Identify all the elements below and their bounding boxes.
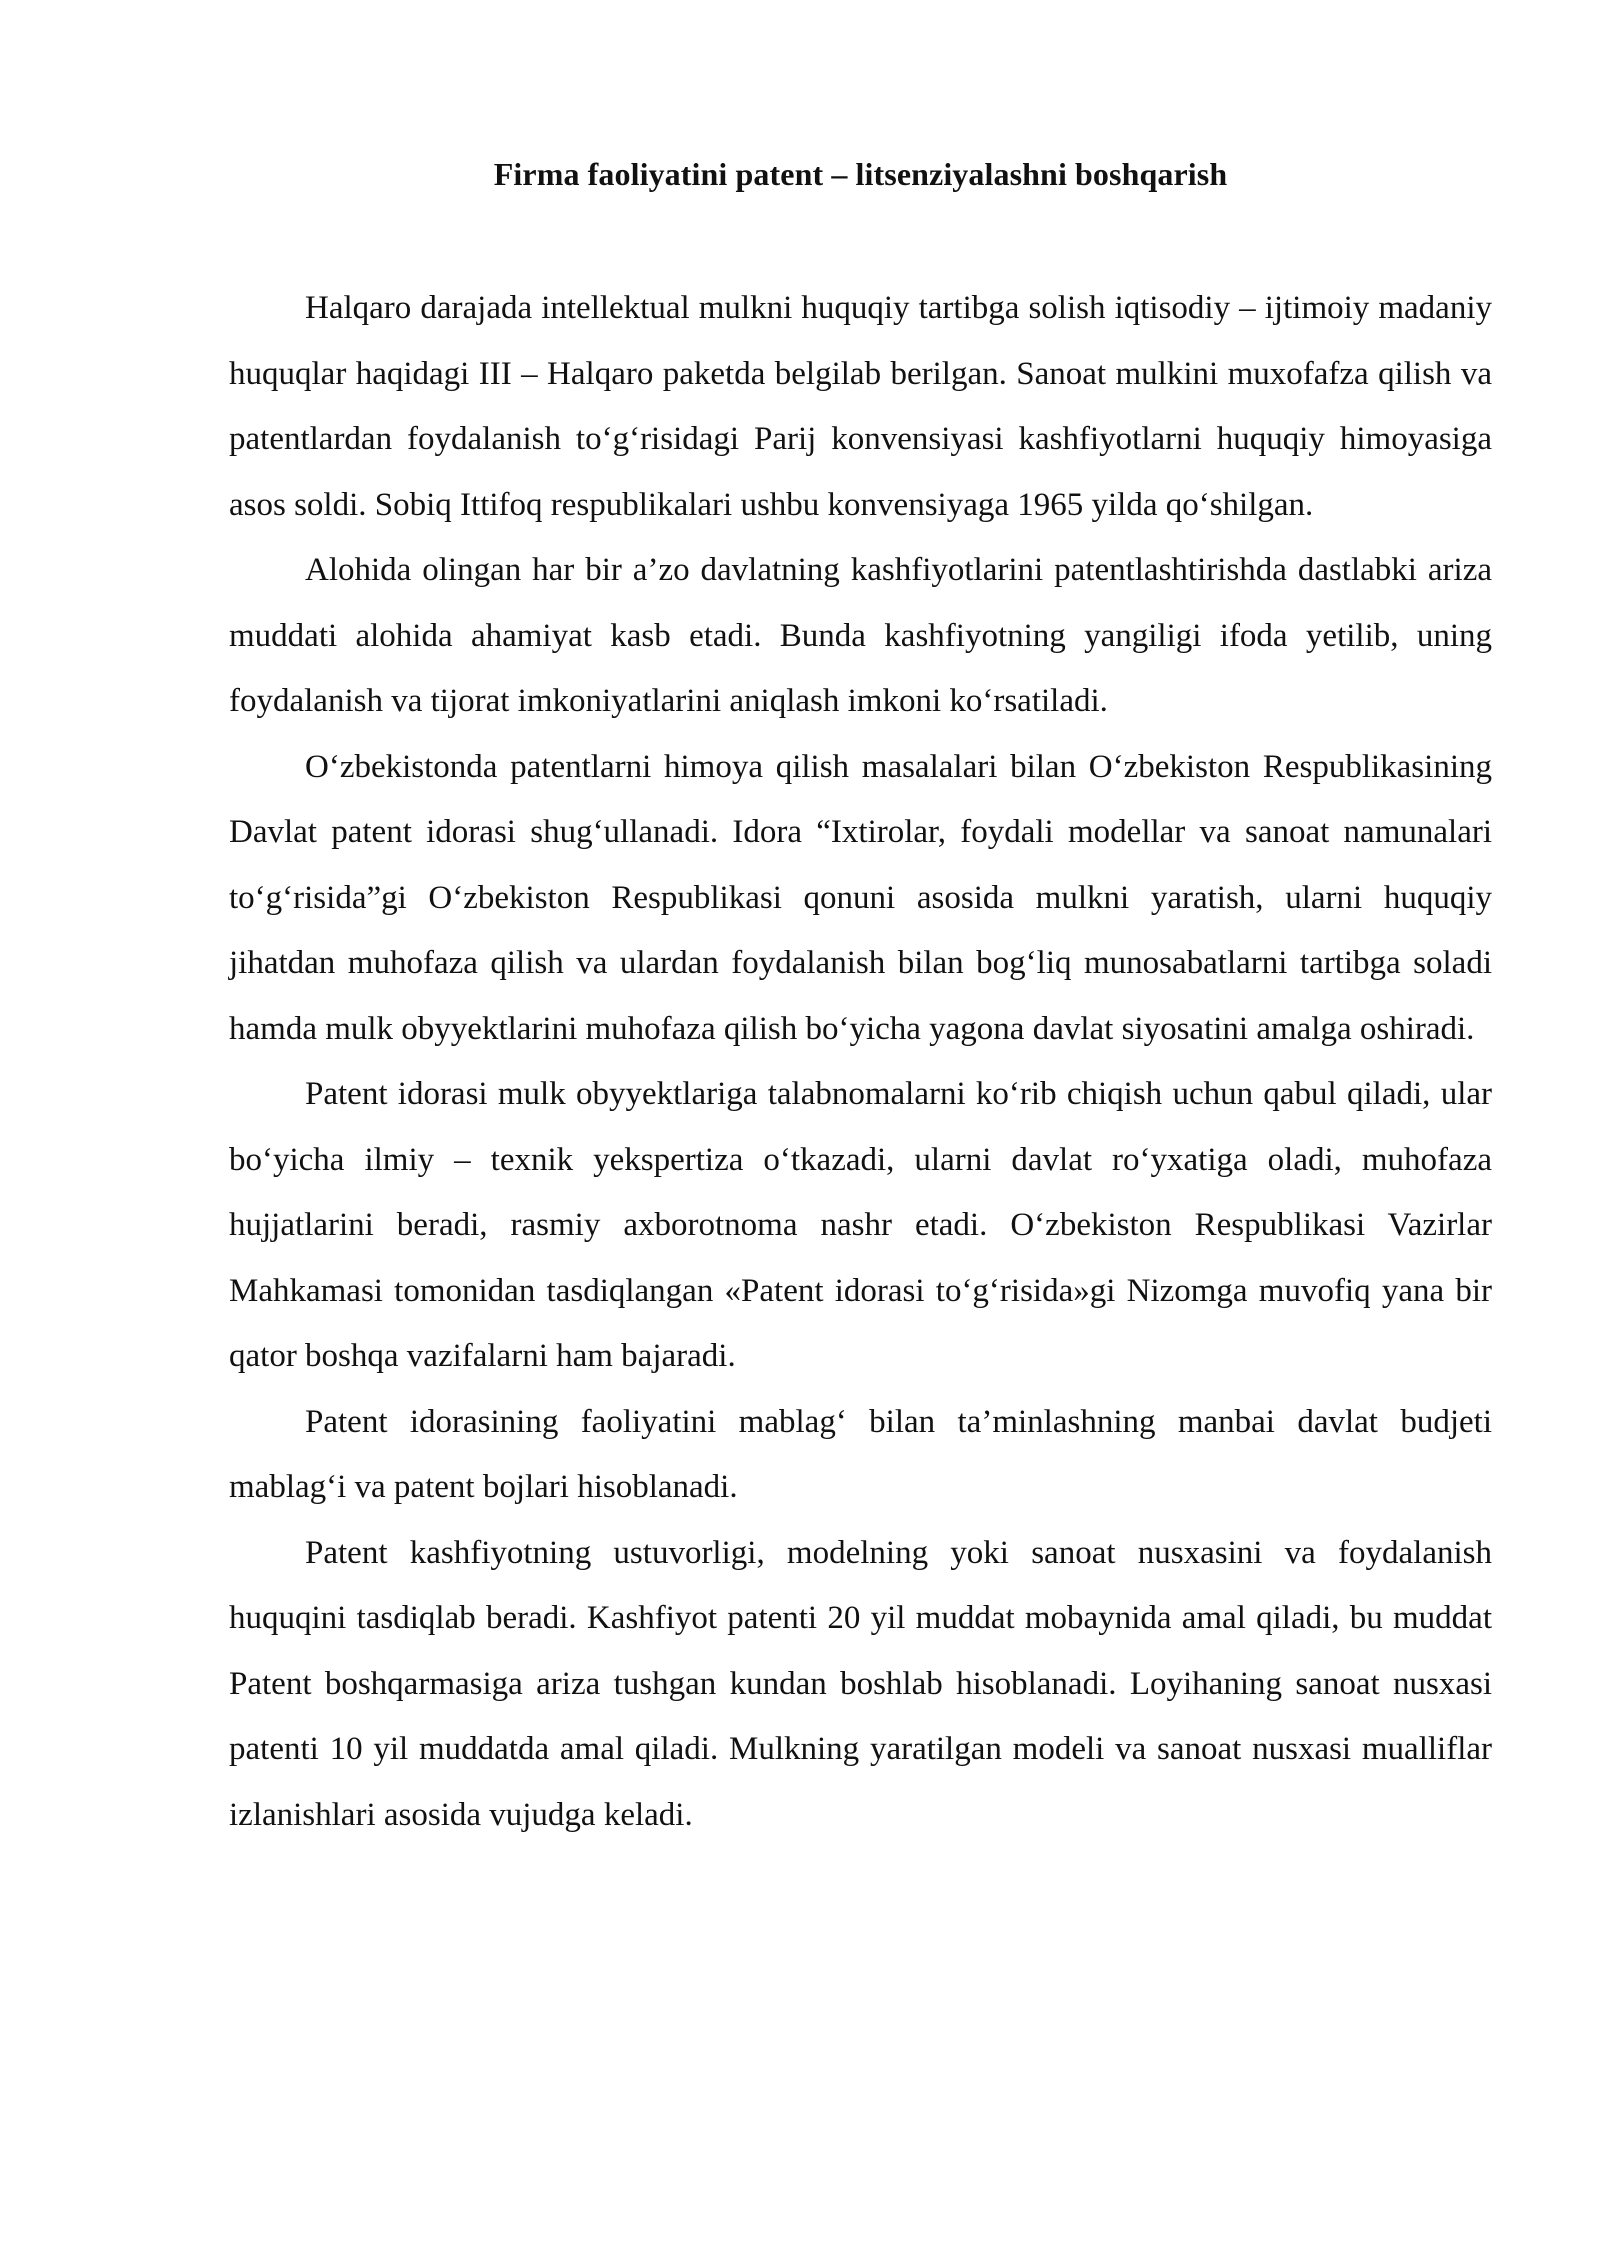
document-title: Firma faoliyatini patent – litsenziyalashni boshqarish [493, 156, 1228, 192]
paragraph-patent-office-duties: Patent idorasi mulk obyyektlariga talabnomalarni ko‘rib chiqish uchun qabul qiladi, ular bo‘yicha ilmiy – texnik yekspertiza o‘tkazadi, ularni davlat ro‘yxatiga oladi, muhofaza hujjatlarini beradi, rasmiy axborotnoma nashr etadi. O‘zbekiston Respublikasi Vazirlar Mahkamasi tomonidan tasdiqlangan «Patent idorasi to‘g‘risida»gi Nizomga muvofiq yana bir qator boshqa vazifalarni ham bajaradi. [229, 1076, 1492, 1374]
paragraph-application-priority: Alohida olingan har bir a’zo davlatning kashfiyotlarini patentlashtirishda dastlabki ariza muddati alohida ahamiyat kasb etadi. Bunda kashfiyotning yangiligi ifoda yetilib, uning foydalanish va tijorat imkoniyatlarini aniqlash imkoni ko‘rsatiladi. [229, 552, 1492, 719]
paragraph-patent-validity: Patent kashfiyotning ustuvorligi, modelning yoki sanoat nusxasini va foydalanish huquqini tasdiqlab beradi. Kashfiyot patenti 20 yil muddat mobaynida amal qiladi, bu muddat Patent boshqarmasiga ariza tushgan kundan boshlab hisoblanadi. Loyihaning sanoat nusxasi patenti 10 yil muddatda amal qiladi. Mulkning yaratilgan modeli va sanoat nusxasi mualliflar izlanishlari asosida vujudga keladi. [229, 1534, 1492, 1833]
paragraph-international-regulation: Halqaro darajada intellektual mulkni huquqiy tartibga solish iqtisodiy – ijtimoiy madaniy huquqlar haqidagi III – Halqaro paketda belgilab berilgan. Sanoat mulkini muxofafza qilish va patentlardan foydalanish to‘g‘risidagi Parij konvensiyasi kashfiyotlarni huquqiy himoyasiga asos soldi. Sobiq Ittifoq respublikalari ushbu konvensiyaga 1965 yilda qo‘shilgan. [229, 290, 1492, 523]
paragraph-state-patent-office: O‘zbekistonda patentlarni himoya qilish masalalari bilan O‘zbekiston Respublikasining Davlat patent idorasi shug‘ullanadi. Idora “Ixtirolar, foydali modellar va sanoat namunalari to‘g‘risida”gi O‘zbekiston Respublikasi qonuni asosida mulkni yaratish, ularni huquqiy jihatdan muhofaza qilish va ulardan foydalanish bilan bog‘liq munosabatlarni tartibga soladi hamda mulk obyyektlarini muhofaza qilish bo‘yicha yagona davlat siyosatini amalga oshiradi. [229, 748, 1492, 1047]
paragraph-patent-office-funding: Patent idorasining faoliyatini mablag‘ bilan ta’minlashning manbai davlat budjeti mablag‘i va patent bojlari hisoblanadi. [229, 1403, 1492, 1505]
document-body [229, 276, 1492, 1848]
